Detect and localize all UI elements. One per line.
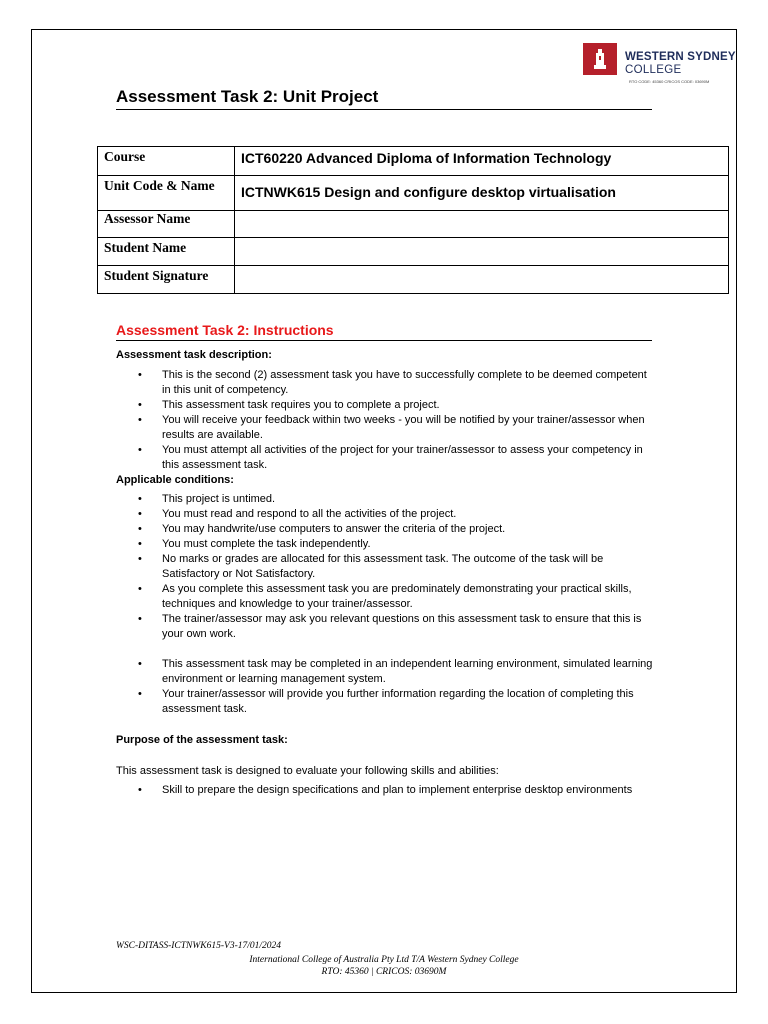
student-signature-field[interactable] bbox=[235, 266, 729, 294]
unit-code-value: ICTNWK615 Design and configure desktop virtualisation bbox=[235, 176, 729, 211]
list-item: • You must read and respond to all the activities of the project. bbox=[116, 507, 656, 522]
purpose-intro: This assessment task is designed to evaluate your following skills and abilities: bbox=[116, 765, 499, 777]
purpose-list bbox=[116, 783, 656, 798]
document-id: WSC-DITASS-ICTNWK615-V3-17/01/2024 bbox=[116, 941, 282, 951]
college-logo bbox=[583, 43, 743, 89]
list-item: • You may handwrite/use computers to answer the criteria of the project. bbox=[116, 522, 656, 537]
logo-title: WESTERN SYDNEY bbox=[625, 51, 736, 63]
unit-code-label: Unit Code & Name bbox=[98, 176, 235, 211]
purpose-heading: Purpose of the assessment task: bbox=[116, 734, 288, 746]
course-label: Course bbox=[98, 147, 235, 176]
list-item: • The trainer/assessor may ask you relevant questions on this assessment task to ensure that this is your own work. bbox=[116, 612, 656, 642]
list-item: • This assessment task requires you to complete a project. bbox=[116, 398, 656, 413]
table-row bbox=[98, 211, 729, 238]
student-name-label: Student Name bbox=[98, 238, 235, 266]
description-list bbox=[116, 368, 656, 473]
logo-small-print: RTO CODE: 45360 CRICOS CODE: 03690M bbox=[629, 79, 710, 84]
description-heading: Assessment task description: bbox=[116, 349, 272, 361]
list-item: • This assessment task may be completed in an independent learning environment, simulated learning environment or learning management system. bbox=[116, 657, 656, 687]
footer-rto: RTO: 45360 | CRICOS: 03690M bbox=[321, 967, 447, 977]
list-item: • No marks or grades are allocated for this assessment task. The outcome of the task will be Satisfactory or Not Satisfactory. bbox=[116, 552, 656, 582]
list-item: • You must complete the task independently. bbox=[116, 537, 656, 552]
list-item: • This is the second (2) assessment task you have to successfully complete to be deemed competent in this unit of competency. bbox=[116, 368, 656, 398]
table-row bbox=[98, 238, 729, 266]
list-item: • You must attempt all activities of the project for your trainer/assessor to assess your competency in this assessment task. bbox=[116, 443, 656, 473]
course-value: ICT60220 Advanced Diploma of Information Technology bbox=[235, 147, 729, 176]
assessor-name-label: Assessor Name bbox=[98, 211, 235, 238]
instructions-divider bbox=[116, 340, 652, 341]
logo-emblem bbox=[583, 43, 617, 75]
list-item: • This project is untimed. bbox=[116, 492, 656, 507]
table-row bbox=[98, 147, 729, 176]
list-item: • As you complete this assessment task you are predominately demonstrating your practical skills, techniques and knowledge to your trainer/assessor. bbox=[116, 582, 656, 612]
page-title: Assessment Task 2: Unit Project bbox=[116, 87, 379, 106]
student-signature-label: Student Signature bbox=[98, 266, 235, 294]
list-item: • Skill to prepare the design specifications and plan to implement enterprise desktop environments bbox=[116, 783, 656, 798]
description-section bbox=[116, 348, 656, 798]
assessor-name-field[interactable] bbox=[235, 211, 729, 238]
list-item: • Your trainer/assessor will provide you further information regarding the location of completing this assessment task. bbox=[116, 687, 656, 717]
conditions-list-continued bbox=[116, 657, 656, 717]
logo-subtitle: COLLEGE bbox=[625, 64, 682, 76]
table-row bbox=[98, 266, 729, 294]
list-item: • You will receive your feedback within two weeks - you will be notified by your trainer/assessor when results are available. bbox=[116, 413, 656, 443]
table-row bbox=[98, 176, 729, 211]
conditions-list bbox=[116, 492, 656, 642]
footer-company: International College of Australia Pty Ltd T/A Western Sydney College bbox=[249, 955, 519, 965]
student-name-field[interactable] bbox=[235, 238, 729, 266]
tower-icon bbox=[583, 43, 617, 75]
title-divider bbox=[116, 109, 652, 110]
info-table bbox=[97, 146, 729, 294]
instructions-heading: Assessment Task 2: Instructions bbox=[116, 322, 334, 338]
conditions-heading: Applicable conditions: bbox=[116, 474, 234, 486]
